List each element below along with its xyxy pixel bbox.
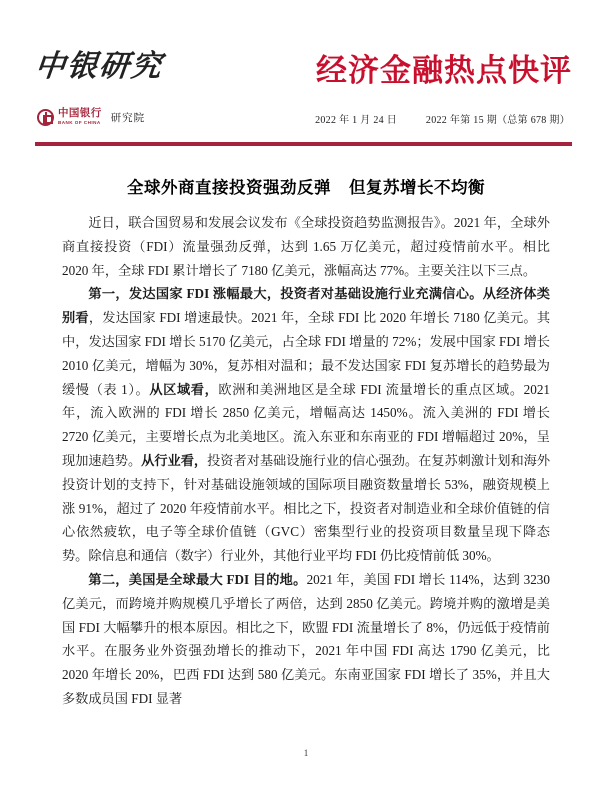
bank-of-china-emblem-icon [37, 109, 54, 126]
paragraph-run: 欧洲和美洲地区是全球 FDI 流量增长的重点区域。2021 年，流入欧洲的 FDI 增长 2850 亿美元，增幅高达 1450%。流入美洲的 FDI 增长 2720 亿美元，主要增长点为北美地区。流入东亚和东南亚的 FDI 增幅超过 20%，呈现加速趋势。 [62, 381, 551, 469]
brand-calligraphy-logo: 中银研究 [33, 50, 165, 83]
institute-label: 研究院 [110, 113, 146, 124]
paragraph-run: ，发达国家 FDI 增速最快。2021 年，全球 FDI 比 2020 年增长 7180 亿美元。其中，发达国家 FDI 增长 5170 亿美元，占全球 FDI 增量的 72%；发展中国家 FDI 增长 2010 亿美元，增幅为 30%，复苏相对温和；最不发达国家 FDI 复苏增长的趋势最为缓慢（表 1）。 [62, 310, 551, 397]
bank-name-chinese: 中国银行 [58, 108, 102, 120]
header-divider-rule [35, 142, 572, 146]
article-title [62, 176, 550, 199]
paragraph-run: 近日，联合国贸易和发展会议发布《全球投资趋势监测报告》。2021 年，全球外商直接投资（FDI）流量强劲反弹，达到 1.65 万亿美元，超过疫情前水平。相比 2020 年，全球 FDI 累计增长了 7180 亿美元，涨幅高达 77%。主要关注以下三点。 [62, 215, 550, 278]
article [62, 176, 550, 711]
article-paragraph [62, 282, 550, 568]
paragraph-run: 投资者对基础设施行业的信心强劲。在复苏刺激计划和海外投资计划的支持下，针对基础设施领域的国际项目融资数量增长 53%，融资规模上涨 91%，超过了 2020 年疫情前水平。相比之下，投资者对制造业和全球价值链的信心依然疲软，电子等全球价值链（GVC）密集型行业的投资项目数量呈现下降态势。除信息和通信（数字）行业外，其他行业平均 FDI 仍比疫情前低 30%。 [62, 453, 551, 564]
bank-name-english: BANK OF CHINA [58, 120, 101, 126]
page-number: 1 [303, 748, 309, 758]
publication-issue: 2022 年第 15 期（总第 678 期） [425, 115, 570, 126]
paragraph-run-emphasis: 第二，美国是全球最大 FDI 目的地。 [88, 572, 307, 588]
publication-date: 2022 年 1 月 24 日 [315, 115, 398, 126]
paragraph-run: 2021 年，美国 FDI 增长 114%，达到 3230 亿美元，而跨境并购规模几乎增长了两倍，达到 2850 亿美元。跨境并购的激增是美国 FDI 大幅攀升的根本原因。相比之下，欧盟 FDI 流量增长了 8%，仍远低于疫情前水平。在服务业外资强劲增长的推动下，2021 年中国 FDI 高达 1790 亿美元，比 2020 年增长 20%，巴西 FDI 达到 580 亿美元。东南亚国家 FDI 增长了 35%，并且大多数成员国 FDI 显著 [62, 572, 550, 707]
paragraph-run-emphasis: 从行业看， [141, 453, 208, 469]
article-title-part2: 但复苏增长不均衡 [349, 178, 485, 197]
brand-block [33, 50, 285, 126]
article-paragraph [62, 568, 550, 711]
publication-title: 经济金融热点快评 [316, 53, 572, 88]
paragraph-run-emphasis: 从区域看， [149, 381, 219, 397]
masthead [35, 52, 572, 142]
publication-meta [315, 111, 570, 126]
article-body [62, 211, 550, 711]
paragraph-run-emphasis: 第一，发达国家 FDI 涨幅最大，投资者对基础设施行业充满信心。从经济体类别看 [62, 286, 550, 326]
bank-of-china-name [58, 109, 102, 126]
bank-of-china-logo-row [37, 109, 145, 126]
article-paragraph [62, 211, 550, 282]
article-title-part1: 全球外商直接投资强劲反弹 [127, 178, 331, 197]
